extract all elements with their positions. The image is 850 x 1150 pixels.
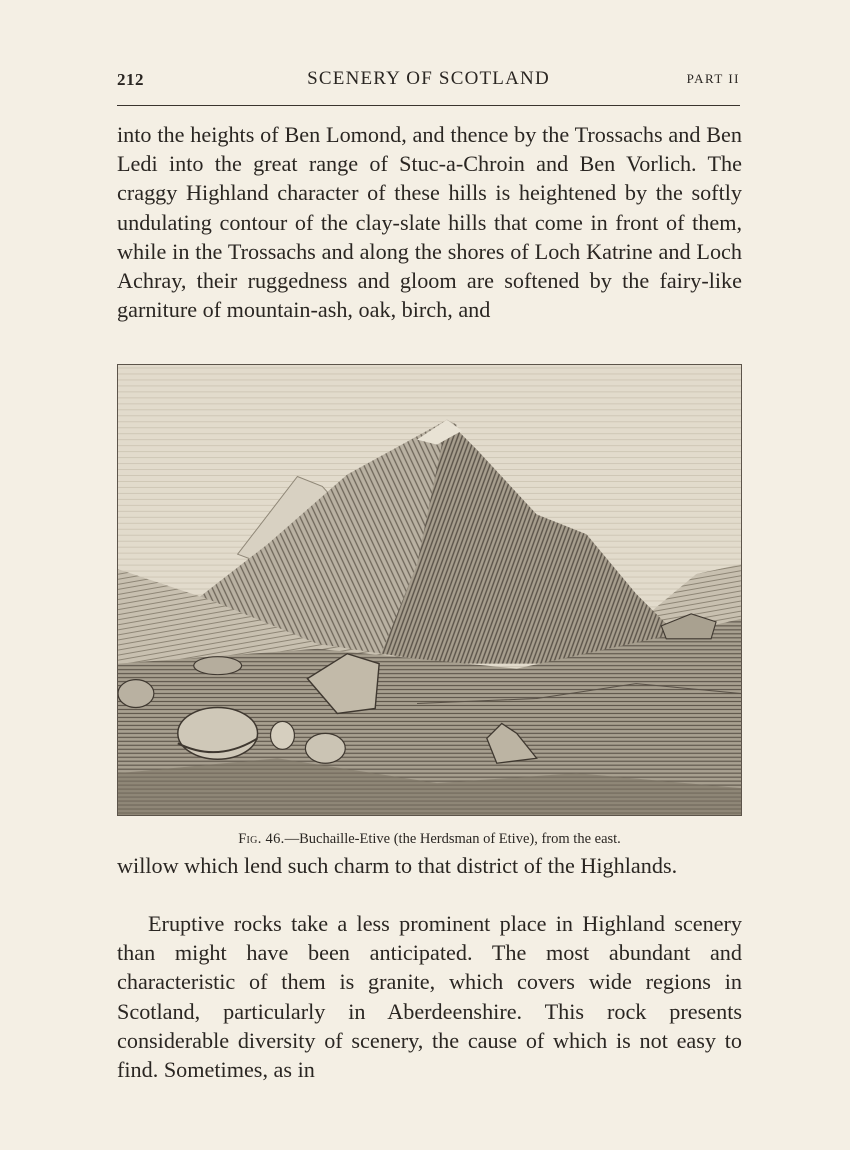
running-title: SCENERY OF SCOTLAND xyxy=(307,68,550,89)
paragraph-1: into the heights of Ben Lomond, and thence by the Trossachs and Ben Ledi into the great range of Stuc-a-Chroin and Ben Vorlich. The craggy Highland character of these hills is heightened by the softly undulating contour of the clay-slate hills that come in front of them, while in the Trossachs and along the shores of Loch Katrine and Loch Achray, their ruggedness and gloom are softened by the fairy-like garniture of mountain-ash, oak, birch, and xyxy=(117,122,742,323)
running-header xyxy=(117,66,740,92)
paragraph-2: willow which lend such charm to that district of the Highlands. xyxy=(117,853,678,878)
mountain-engraving xyxy=(118,365,741,815)
paragraph-3: Eruptive rocks take a less prominent place in Highland scenery than might have been anticipated. The most abundant and characteristic of them is granite, which covers wide regions in Scotland, particularly in Aberdeenshire. This rock presents considerable diversity of scenery, the cause of which is not easy to find. Sometimes, as in xyxy=(117,911,742,1083)
header-rule xyxy=(117,105,740,106)
part-label: PART II xyxy=(686,71,740,86)
page-number: 212 xyxy=(117,70,144,89)
figure-number: Fig. 46. xyxy=(238,831,285,847)
figure-caption xyxy=(117,830,742,848)
figure-caption-text: —Buchaille-Etive (the Herdsman of Etive), from the east. xyxy=(284,831,621,847)
figure-illustration xyxy=(117,364,742,816)
